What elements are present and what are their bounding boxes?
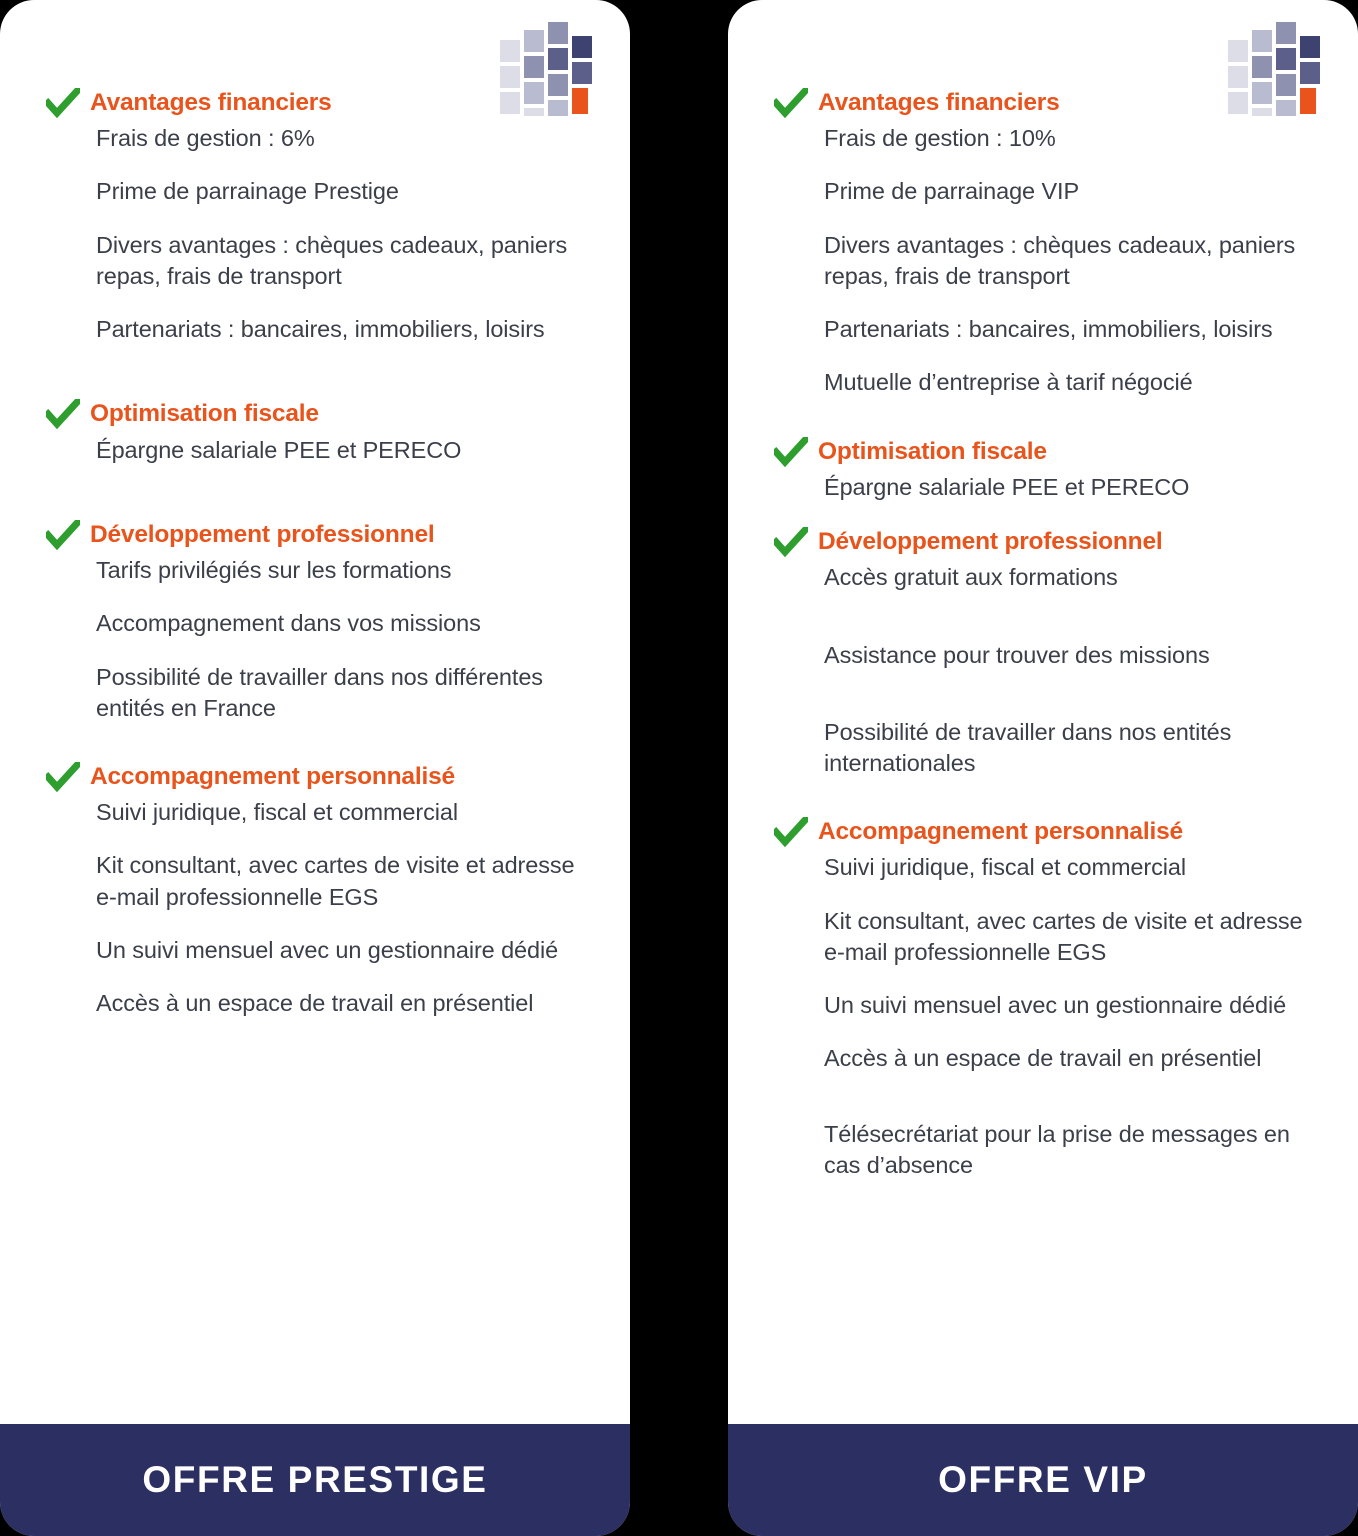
list-item: Assistance pour trouver des missions	[824, 641, 1210, 668]
section-items	[774, 123, 1312, 399]
check-icon	[774, 527, 808, 557]
section-header	[46, 518, 584, 549]
check-icon	[774, 437, 808, 467]
section-items	[46, 435, 584, 466]
section-accompagnement-personnalise	[774, 815, 1312, 1181]
spacer	[774, 801, 1312, 815]
section-accompagnement-personnalise	[46, 760, 584, 1019]
list-item: Kit consultant, avec cartes de visite et adresse e-mail professionnelle EGS	[96, 852, 575, 910]
offer-card-prestige	[0, 0, 630, 1536]
list-item: Télésecrétariat pour la prise de messages en cas d’absence	[824, 1120, 1290, 1178]
list-item: Accès gratuit aux formations	[824, 564, 1118, 591]
egs-logo-icon	[496, 18, 604, 126]
section-header	[774, 435, 1312, 466]
section-header	[46, 760, 584, 791]
section-header	[774, 815, 1312, 846]
list-item: Frais de gestion : 10%	[824, 125, 1056, 152]
section-items	[46, 555, 584, 724]
list-item: Partenariats : bancaires, immobiliers, loisirs	[824, 316, 1273, 343]
section-title: Avantages financiers	[818, 89, 1060, 116]
section-items	[46, 123, 584, 345]
section-title: Accompagnement personnalisé	[818, 818, 1183, 846]
section-optimisation-fiscale	[774, 435, 1312, 503]
section-items	[774, 852, 1312, 1181]
list-item: Épargne salariale PEE et PERECO	[96, 436, 462, 463]
check-icon	[46, 762, 80, 792]
list-item: Kit consultant, avec cartes de visite et adresse e-mail professionnelle EGS	[824, 907, 1303, 965]
section-title: Optimisation fiscale	[818, 437, 1047, 465]
spacer	[46, 367, 584, 397]
offer-card-prestige-body	[0, 0, 630, 1424]
list-item: Divers avantages : chèques cadeaux, paniers repas, frais de transport	[824, 231, 1296, 289]
list-item: Un suivi mensuel avec un gestionnaire dédié	[96, 936, 559, 963]
section-title: Développement professionnel	[90, 520, 435, 548]
section-items	[774, 562, 1312, 779]
list-item: Suivi juridique, fiscal et commercial	[824, 854, 1186, 881]
spacer	[46, 488, 584, 518]
list-item: Mutuelle d’entreprise à tarif négocié	[824, 369, 1193, 396]
section-header	[46, 397, 584, 428]
offer-card-vip	[728, 0, 1358, 1536]
section-title: Accompagnement personnalisé	[90, 763, 455, 791]
spacer	[774, 421, 1312, 435]
section-items	[46, 797, 584, 1019]
section-optimisation-fiscale	[46, 397, 584, 465]
section-items	[774, 472, 1312, 503]
list-item: Tarifs privilégiés sur les formations	[96, 557, 452, 584]
offer-name-label: OFFRE VIP	[938, 1459, 1148, 1500]
offer-card-vip-body	[728, 0, 1358, 1424]
section-header	[774, 525, 1312, 556]
list-item: Possibilité de travailler dans nos entités internationales	[824, 718, 1232, 777]
offer-footer-vip	[728, 1424, 1358, 1536]
offer-name-label: OFFRE PRESTIGE	[142, 1459, 488, 1500]
section-title: Optimisation fiscale	[90, 400, 319, 428]
list-item: Divers avantages : chèques cadeaux, paniers repas, frais de transport	[96, 231, 568, 289]
section-developpement-professionnel	[774, 525, 1312, 779]
list-item: Partenariats : bancaires, immobiliers, loisirs	[96, 316, 545, 343]
list-item: Prime de parrainage Prestige	[96, 178, 399, 205]
list-item: Un suivi mensuel avec un gestionnaire dédié	[824, 992, 1287, 1019]
egs-logo-icon	[1224, 18, 1332, 126]
check-icon	[46, 520, 80, 550]
check-icon	[46, 88, 80, 118]
section-title: Avantages financiers	[90, 89, 332, 116]
check-icon	[46, 399, 80, 429]
list-item: Prime de parrainage VIP	[824, 178, 1080, 205]
list-item: Accès à un espace de travail en présentiel	[96, 990, 534, 1017]
list-item: Accès à un espace de travail en présentiel	[824, 1045, 1262, 1072]
list-item: Accompagnement dans vos missions	[96, 610, 481, 637]
list-item: Frais de gestion : 6%	[96, 125, 315, 152]
section-developpement-professionnel	[46, 518, 584, 724]
section-avantages-financiers	[774, 86, 1312, 399]
check-icon	[774, 88, 808, 118]
list-item: Suivi juridique, fiscal et commercial	[96, 799, 458, 826]
list-item: Épargne salariale PEE et PERECO	[824, 473, 1190, 500]
spacer	[46, 746, 584, 760]
check-icon	[774, 817, 808, 847]
offer-footer-prestige	[0, 1424, 630, 1536]
list-item: Possibilité de travailler dans nos différentes entités en France	[96, 663, 543, 721]
section-title: Développement professionnel	[818, 528, 1163, 556]
